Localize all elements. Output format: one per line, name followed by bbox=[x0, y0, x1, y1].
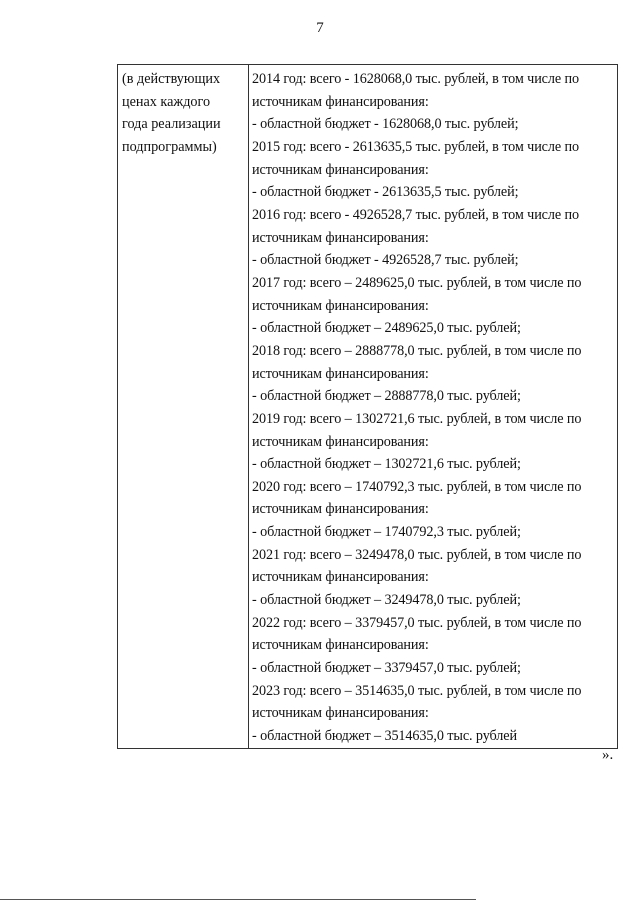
sources-line: источникам финансирования: bbox=[252, 93, 429, 110]
label-cell bbox=[118, 65, 249, 749]
regional-budget-line: - областной бюджет – 3249478,0 тыс. рублей; bbox=[252, 592, 521, 609]
table-row bbox=[118, 65, 618, 749]
label-line: (в действующих bbox=[122, 71, 221, 87]
footer-rule bbox=[0, 899, 476, 900]
year-total-line: 2018 год: всего – 2888778,0 тыс. рублей, в том числе по bbox=[252, 342, 582, 359]
funding-details-cell bbox=[249, 65, 618, 749]
regional-budget-line: - областной бюджет - 4926528,7 тыс. рублей; bbox=[252, 252, 519, 269]
year-total-line: 2021 год: всего – 3249478,0 тыс. рублей, в том числе по bbox=[252, 546, 582, 563]
closing-quote-mark: ». bbox=[602, 747, 614, 763]
sources-line: источникам финансирования: bbox=[252, 705, 429, 722]
page-number: 7 bbox=[316, 20, 324, 36]
label-line: подпрограммы) bbox=[122, 138, 217, 155]
sources-line: источникам финансирования: bbox=[252, 569, 429, 586]
sources-line: источникам финансирования: bbox=[252, 501, 429, 518]
regional-budget-line: - областной бюджет – 1302721,6 тыс. рублей; bbox=[252, 456, 521, 473]
year-total-line: 2014 год: всего - 1628068,0 тыс. рублей, в том числе по bbox=[252, 71, 579, 87]
sources-line: источникам финансирования: bbox=[252, 297, 429, 314]
label-line: года реализации bbox=[122, 116, 221, 133]
regional-budget-line: - областной бюджет – 3514635,0 тыс. рублей bbox=[252, 728, 517, 745]
sources-line: источникам финансирования: bbox=[252, 365, 429, 382]
year-total-line: 2015 год: всего - 2613635,5 тыс. рублей, в том числе по bbox=[252, 138, 579, 155]
regional-budget-line: - областной бюджет – 2888778,0 тыс. рублей; bbox=[252, 388, 521, 405]
year-total-line: 2022 год: всего – 3379457,0 тыс. рублей, в том числе по bbox=[252, 614, 582, 631]
sources-line: источникам финансирования: bbox=[252, 161, 429, 178]
funding-table bbox=[117, 64, 618, 749]
year-total-line: 2016 год: всего - 4926528,7 тыс. рублей, в том числе по bbox=[252, 206, 579, 223]
sources-line: источникам финансирования: bbox=[252, 229, 429, 246]
year-total-line: 2017 год: всего – 2489625,0 тыс. рублей, в том числе по bbox=[252, 274, 582, 291]
label-line: ценах каждого bbox=[122, 93, 211, 110]
regional-budget-line: - областной бюджет - 1628068,0 тыс. рублей; bbox=[252, 116, 519, 133]
year-total-line: 2020 год: всего – 1740792,3 тыс. рублей, в том числе по bbox=[252, 478, 582, 495]
year-total-line: 2023 год: всего – 3514635,0 тыс. рублей, в том числе по bbox=[252, 682, 582, 699]
sources-line: источникам финансирования: bbox=[252, 433, 429, 450]
regional-budget-line: - областной бюджет – 1740792,3 тыс. рублей; bbox=[252, 524, 521, 541]
sources-line: источникам финансирования: bbox=[252, 637, 429, 654]
year-total-line: 2019 год: всего – 1302721,6 тыс. рублей, в том числе по bbox=[252, 410, 582, 427]
regional-budget-line: - областной бюджет – 2489625,0 тыс. рублей; bbox=[252, 320, 521, 337]
regional-budget-line: - областной бюджет - 2613635,5 тыс. рублей; bbox=[252, 184, 519, 201]
regional-budget-line: - областной бюджет – 3379457,0 тыс. рублей; bbox=[252, 660, 521, 677]
